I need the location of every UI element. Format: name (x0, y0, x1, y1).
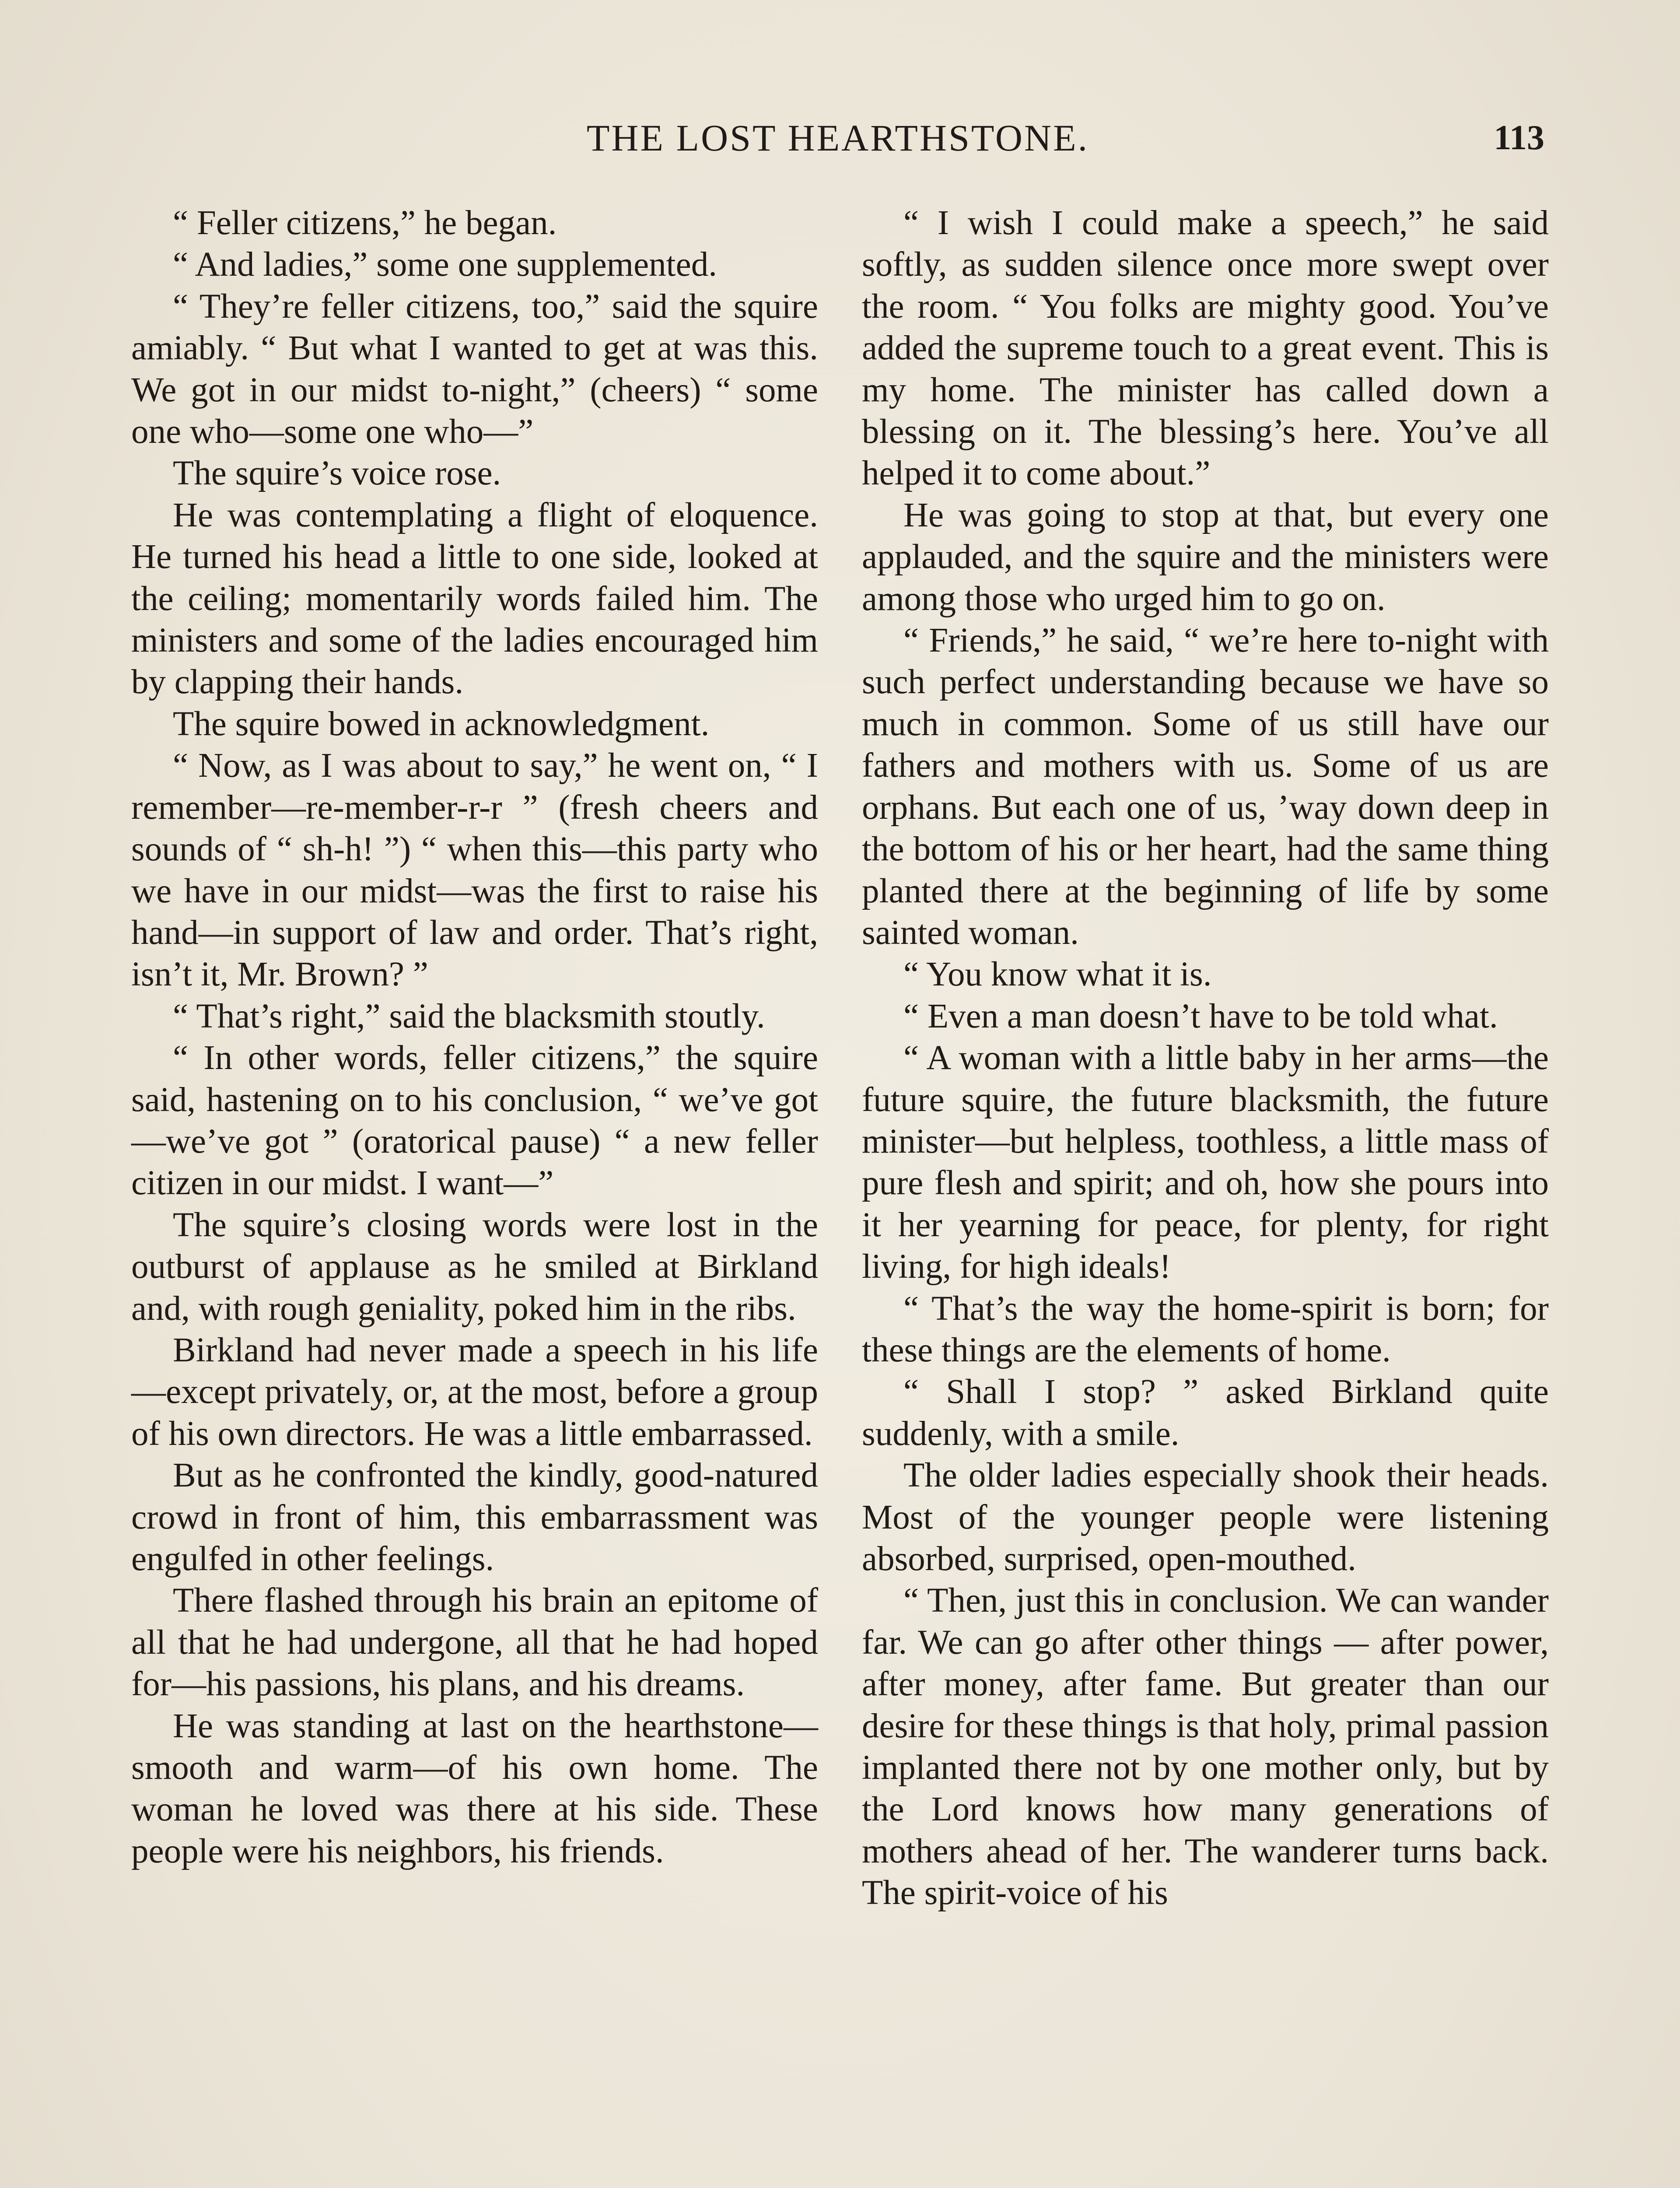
paragraph: “ I wish I could make a speech,” he said softly, as sudden silence once more swept over the room. “ You folks are mighty good. You’ve added the supreme touch to a great event. This is my home. The minister has called down a blessing on it. The blessing’s here. You’ve all helped it to come about.” (862, 204, 1549, 493)
paragraph: “ In other words, feller citizens,” the squire said, hastening on to his conclusion, “ we’ve got—we’ve got ” (oratorical pause) “ a new feller citizen in our midst. I want—” (131, 1039, 818, 1203)
right-column (862, 202, 1549, 1914)
paragraph: “ Then, just this in conclusion. We can wander far. We can go after other things — after power, after money, after fame. But greater than our desire for these things is that holy, primal passion implanted there not by one mother only, but by the Lord knows how many generations of mothers ahead of her. The wanderer turns back. The spirit-voice of his (862, 1581, 1549, 1912)
paragraph: “ Now, as I was about to say,” he went on, “ I remember—re-member-r-r ” (fresh cheers and sounds of “ sh-h! ”) “ when this—this party who we have in our midst—was the first to raise his hand—in support of law and order. That’s right, isn’t it, Mr. Brown? ” (131, 747, 818, 994)
paragraph: The squire’s closing words were lost in the outburst of applause as he smiled at Birkland and, with rough geniality, poked him in the ribs. (131, 1206, 818, 1328)
page-header (131, 112, 1544, 164)
paragraph: “ And ladies,” some one supplemented. (173, 245, 717, 284)
paragraph: He was contemplating a flight of eloquence. He turned his head a little to one side, looked at the ceiling; momentarily words failed him. The ministers and some of the ladies encouraged him by clapping their hands. (131, 496, 818, 701)
paragraph: “ They’re feller citizens, too,” said the squire amiably. “ But what I wanted to get at was this. We got in our midst to-night,” (cheers) “ some one who—some one who—” (131, 287, 818, 451)
paragraph: But as he confronted the kindly, good-natured crowd in front of him, this embarrassment was engulfed in other feelings. (131, 1456, 818, 1578)
paragraph: “ Feller citizens,” he began. (173, 204, 557, 242)
paragraph: “ Shall I stop? ” asked Birkland quite suddenly, with a smile. (862, 1373, 1549, 1453)
paragraph: “ You know what it is. (903, 955, 1212, 994)
paragraph: “ That’s right,” said the blacksmith stoutly. (173, 997, 765, 1035)
left-column (131, 202, 818, 1872)
page-number: 113 (1494, 119, 1544, 157)
paragraph: “ Even a man doesn’t have to be told what. (903, 997, 1498, 1035)
paragraph: “ Friends,” he said, “ we’re here to-night with such perfect understanding because we have so much in common. Some of us still have our fathers and mothers with us. Some of us are orphans. But each one of us, ’way down deep in the bottom of his or her heart, had the same thing planted there at the beginning of life by some sainted woman. (862, 621, 1549, 952)
paragraph: There flashed through his brain an epitome of all that he had undergone, all that he had hoped for—his passions, his plans, and his dreams. (131, 1581, 818, 1704)
paragraph: “ That’s the way the home-spirit is born; for these things are the elements of home. (862, 1289, 1549, 1369)
paragraph: The squire bowed in acknowledgment. (173, 705, 710, 743)
paragraph: “ A woman with a little baby in her arms—the future squire, the future blacksmith, the future minister—but helpless, toothless, a little mass of pure flesh and spirit; and oh, how she pours into it her yearning for peace, for plenty, for right living, for high ideals! (862, 1039, 1549, 1286)
paragraph: He was standing at last on the hearthstone—smooth and warm—of his own home. The woman he loved was there at his side. These people were his neighbors, his friends. (131, 1707, 818, 1870)
paragraph: The older ladies especially shook their heads. Most of the younger people were listening absorbed, surprised, open-mouthed. (862, 1456, 1549, 1578)
paragraph: Birkland had never made a speech in his life—except privately, or, at the most, before a group of his own directors. He was a little embarrassed. (131, 1331, 818, 1453)
paragraph: The squire’s voice rose. (173, 454, 501, 493)
running-title: THE LOST HEARTHSTONE. (586, 117, 1089, 159)
paragraph: He was going to stop at that, but every one applauded, and the squire and the ministers were among those who urged him to go on. (862, 496, 1549, 618)
